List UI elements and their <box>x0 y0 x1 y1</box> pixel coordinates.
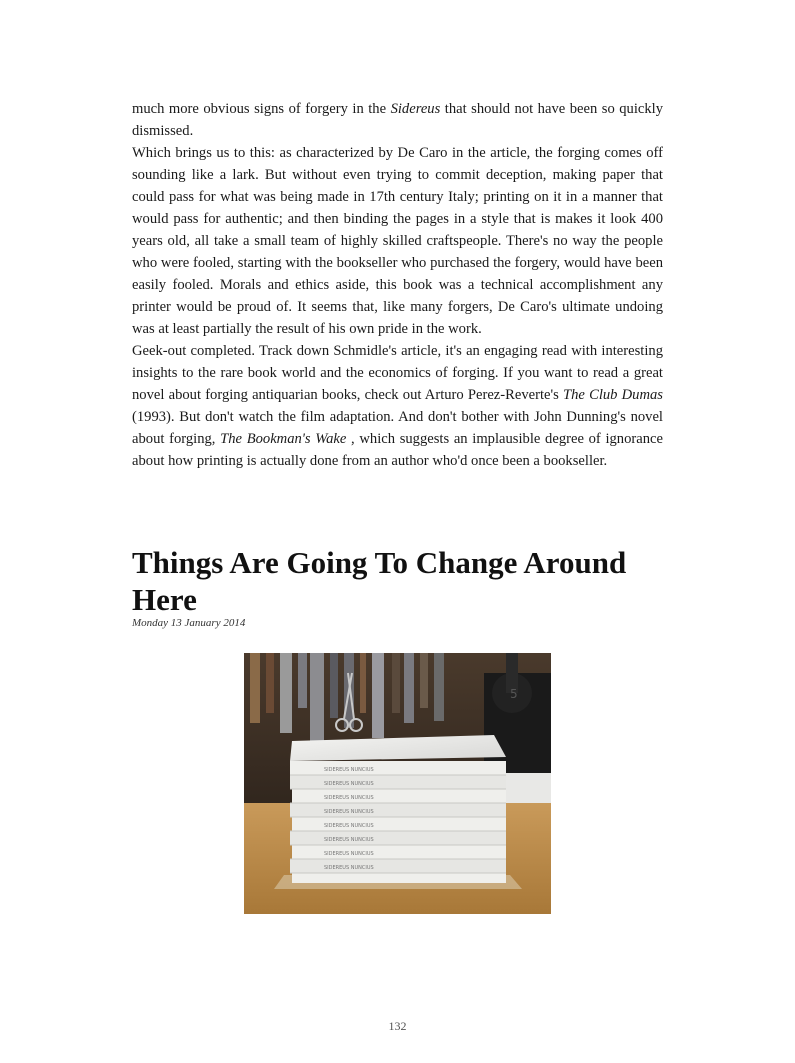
page-number: 132 <box>388 1019 407 1033</box>
book-title-club-dumas: The Club Dumas <box>563 387 663 403</box>
svg-text:SIDEREUS NUNCIUS: SIDEREUS NUNCIUS <box>324 865 374 871</box>
svg-text:SIDEREUS NUNCIUS: SIDEREUS NUNCIUS <box>324 781 374 787</box>
svg-text:SIDEREUS NUNCIUS: SIDEREUS NUNCIUS <box>324 851 374 857</box>
svg-text:SIDEREUS NUNCIUS: SIDEREUS NUNCIUS <box>324 823 374 829</box>
svg-text:SIDEREUS NUNCIUS: SIDEREUS NUNCIUS <box>324 767 374 773</box>
book-stack <box>290 735 506 883</box>
press-number: 5 <box>510 687 518 701</box>
svg-text:SIDEREUS NUNCIUS: SIDEREUS NUNCIUS <box>324 837 374 843</box>
paragraph-2: Which brings us to this: as characterized by De Caro in the article, the forging comes off sounding like a lark. But without even trying to commit deception, making paper that could pass for what was being made in 17th century Italy; printing on it in a manner that would pass for authentic; and then binding the pages in a style that is makes it look 400 years old, all take a small team of highly skilled craftspeople. There's no way the people who were fooled, starting with the bookseller who purchased the forgery, would have been easily fooled. Morals and ethics aside, this book was a technical accomplishment any printer would be proud of. It seems that, like many forgers, De Caro's ultimate undoing was at least partially the result of his own pride in the work. <box>132 145 663 337</box>
svg-text:SIDEREUS NUNCIUS: SIDEREUS NUNCIUS <box>324 795 374 801</box>
book-stack-photo <box>244 653 551 914</box>
paragraph-3: Geek-out completed. Track down Schmidle's article, it's an engaging read with interesting insights to the rare book world and the economics of forging. If you want to read a great novel about forging antiquarian books, check out Arturo Perez-Reverte's The Club Dumas (1993). But don't watch the film adaptation. And don't bother with John Dunning's novel about forging, The Bookman's Wake , which suggests an implausible degree of ignorance about how printing is actually done from an author who'd once been a bookseller. <box>132 343 663 469</box>
post-date: Monday 13 January 2014 <box>132 617 246 629</box>
book-title-bookmans-wake: The Bookman's Wake <box>220 431 347 447</box>
paragraph-1: much more obvious signs of forgery in the Sidereus that should not have been so quickly dismissed. <box>132 101 663 139</box>
post-title: Things Are Going To Change Around Here <box>132 545 627 617</box>
post-photo <box>244 653 551 914</box>
svg-text:SIDEREUS NUNCIUS: SIDEREUS NUNCIUS <box>324 809 374 815</box>
book-title-sidereus: Sidereus <box>390 101 441 117</box>
body-text <box>132 98 663 472</box>
